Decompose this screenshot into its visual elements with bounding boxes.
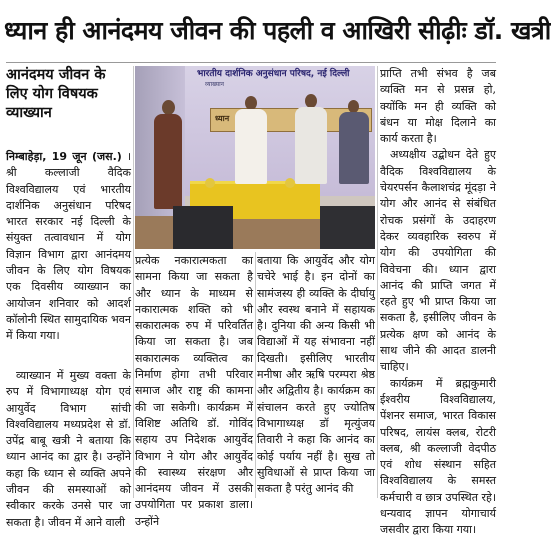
banner-title: भारतीय दार्शनिक अनुसंधान परिषद, नई दिल्ली [197,69,350,79]
column-2-text [135,253,253,528]
headline: ध्यान ही आनंदमय जीवन की पहली व आखिरी सीढ़ीः डॉ. खत्री [4,16,551,45]
column-1-text [6,368,131,529]
banner-board-text: ध्यान [215,114,230,123]
col2-paragraph: प्रत्येक नकारात्मकता का सामना किया जा सकता है और ध्यान के माध्यम से नकारात्मक शक्ति को भी सकारात्मक रुप में परिवर्तित किया जा सकता है। जब सकारात्मक व्यक्तित्व का निर्माण होगा तभी परिवार समाज और राष्ट्र की कामना की जा सकेगी। कार्यक्रम में विशिष्ट अतिथि डॉ. गोविंद सहाय उप निदेशक आयुर्वेद विभाग ने योग और आयुर्वेद की स्वास्थ्य संरक्षण और आनंदमय जीवन में उसकी उपयोगिता पर प्रकाश डाला। उन्होंने [135,254,253,528]
podium [173,206,233,249]
flower-decoration [285,178,295,188]
column-4-text [380,66,496,537]
intro-text: । श्री कल्लाजी वैदिक विश्वविद्यालय एवं भारतीय दार्शनिक अनुसंधान परिषद भारत सरकार नई दिल्ली के संयुक्त तत्वावधान में योग विज्ञान विभाग द्वारा आनंदमय जीवन के लिए योग विषयक एक दिवसीय व्याख्यान का आयोजन शनिवार को आदर्श कॉलोनी स्थित सामुदायिक भवन में किया गया। [6,150,132,343]
col4-paragraph-3: कार्यक्रम में ब्रह्मकुमारी ईश्वरीय विश्वविद्यालय, पेंशनर समाज, भारत विकास परिषद, लायंस क्लब, रोटरी क्लब, श्री कल्लाजी वेदपीठ एवं शोध संस्थान सहित विश्वविद्यालय के समस्त कर्मचारी व छात्र उपस्थित रहे। धन्यवाद ज्ञापन योगाचार्य जसवीर द्वारा किया गया। [380,376,496,537]
subhead: आनंदमय जीवन के लिए योग विषयक व्याख्यान [6,67,106,121]
col3-paragraph: बताया कि आयुर्वेद और योग चचेरे भाई है। इन दोनों का सामंजस्य ही व्यक्ति के दीर्घायु और स्वस्थ बनाने में सहायक है। दुनिया की अन्य किसी भी विद्याओं में यह संभावना नहीं दिखती। इसीलिए भारतीय मनीषा और ऋषि परम्परा श्रेष्ठ और अद्वितीय है। कार्यक्रम का संचालन करते हुए ज्योतिष विभागाध्यक्ष डॉ मृत्युंजय तिवारी ने कहा कि आनंद का कोई पर्याय नहीं है। सुख तो सुविधाओं से प्राप्त किया जा सकता है परंतु आनंद की [257,254,375,496]
col1-paragraph: व्याख्यान में मुख्य वक्ता के रुप में विभागाध्यक्ष योग एवं आयुर्वेद विभाग सांची विश्वविद्यालय मध्यप्रदेश से डॉ. उपेंद्र बाबू खत्री ने बताया कि ध्यान आनंद का द्वार है। उन्होंने कहा कि ध्यान से व्यक्ति अपने जीवन की समस्याओं को स्वीकार करके उनसे पार जा सकता है। जीवन में आने वाली [6,369,131,529]
intro-paragraph [6,149,131,345]
flower-decoration [205,178,215,188]
col4-paragraph-1: प्राप्ति तभी संभव है जब व्यक्ति मन से प्रसन्न हो, क्योंकि मन ही व्यक्ति को बंधन या मोक्ष दिलाने का कार्य करता है। [380,67,496,146]
headline-rule [6,62,496,63]
col4-paragraph-2: अध्यक्षीय उद्बोधन देते हुए वैदिक विश्वविद्यालय के चेयरपर्सन कैलाशचंद्र मूंदड़ा ने योग और आनंद से संबंधित रोचक प्रसंगों के उदाहरण देकर व्यवहारिक स्वरुप में योग की उपयोगिता की विवेचना की। ध्यान द्वारा आनंद की प्राप्ति जगत में रहते हुए भी प्राप्त किया जा सकता है, इसीलिए जीवन के प्रत्येक क्षण को आनंद के साथ जीने की आदत डालनी चाहिए। [380,148,496,374]
dateline: निम्बाहेड़ा, 19 जून (जस.) [6,150,122,163]
column-3-text [257,253,375,498]
column-divider [255,252,256,498]
podium [320,206,375,249]
column-divider [133,66,134,498]
event-photo [135,66,375,249]
column-divider [377,66,378,498]
banner-subtitle: व्याख्यान [205,81,224,88]
